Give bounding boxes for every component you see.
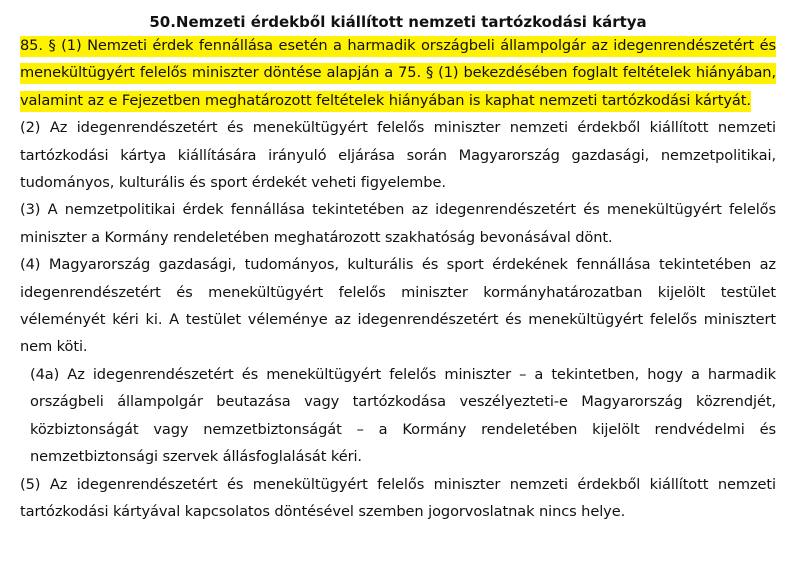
paragraph-85-1 [20,32,776,114]
paragraph-4a: (4a) Az idegenrendészetért és menekültügyért felelős miniszter – a tekintetben, hogy a harmadik országbeli állampolgár beutazása vagy tartózkodása veszélyezteti-e Magyarország közrendjét, közbiztonságát vagy nemzetbiztonságát – a Kormány rendeletében kijelölt rendvédelmi és nemzetbiztonsági szervek állásfoglalását kéri. [30,365,776,466]
document-page [20,0,776,525]
highlighted-text: 85. § (1) Nemzeti érdek fennállása esetén a harmadik országbeli állampolgár az idegenrendészetért és menekültügyért felelős miniszter döntése alapján a 75. § (1) bekezdésében foglalt feltételek hiányában, valamint az e Fejezetben meghatározott feltételek hiányában is kaphat nemzeti tartózkodási kártyát. [20,36,776,112]
paragraph-5: (5) Az idegenrendészetért és menekültügyért felelős miniszter nemzeti érdekből kiállított nemzeti tartózkodási kártyával kapcsolatos döntésével szemben jogorvoslatnak nincs helye. [20,475,776,520]
paragraph-2: (2) Az idegenrendészetért és menekültügyért felelős miniszter nemzeti érdekből kiállított nemzeti tartózkodási kártya kiállítására irányuló eljárása során Magyarország gazdasági, nemzetpolitikai, tudományos, kulturális és sport érdekét veheti figyelembe. [20,119,776,192]
paragraph-4: (4) Magyarország gazdasági, tudományos, kulturális és sport érdekének fennállása tekintetében az idegenrendészetért és menekültügyért felelős miniszter kormányhatározatban kijelölt testület véleményét kéri ki. A testület véleménye az idegenrendészetért és menekültügyért felelős minisztert nem köti. [20,256,776,356]
section-title: 50.Nemzeti érdekből kiállított nemzeti tartózkodási kártya [149,13,647,31]
paragraph-3: (3) A nemzetpolitikai érdek fennállása tekintetében az idegenrendészetért és menekültügyért felelős miniszter a Kormány rendeletében meghatározott szakhatóság bevonásával dönt. [20,201,776,246]
